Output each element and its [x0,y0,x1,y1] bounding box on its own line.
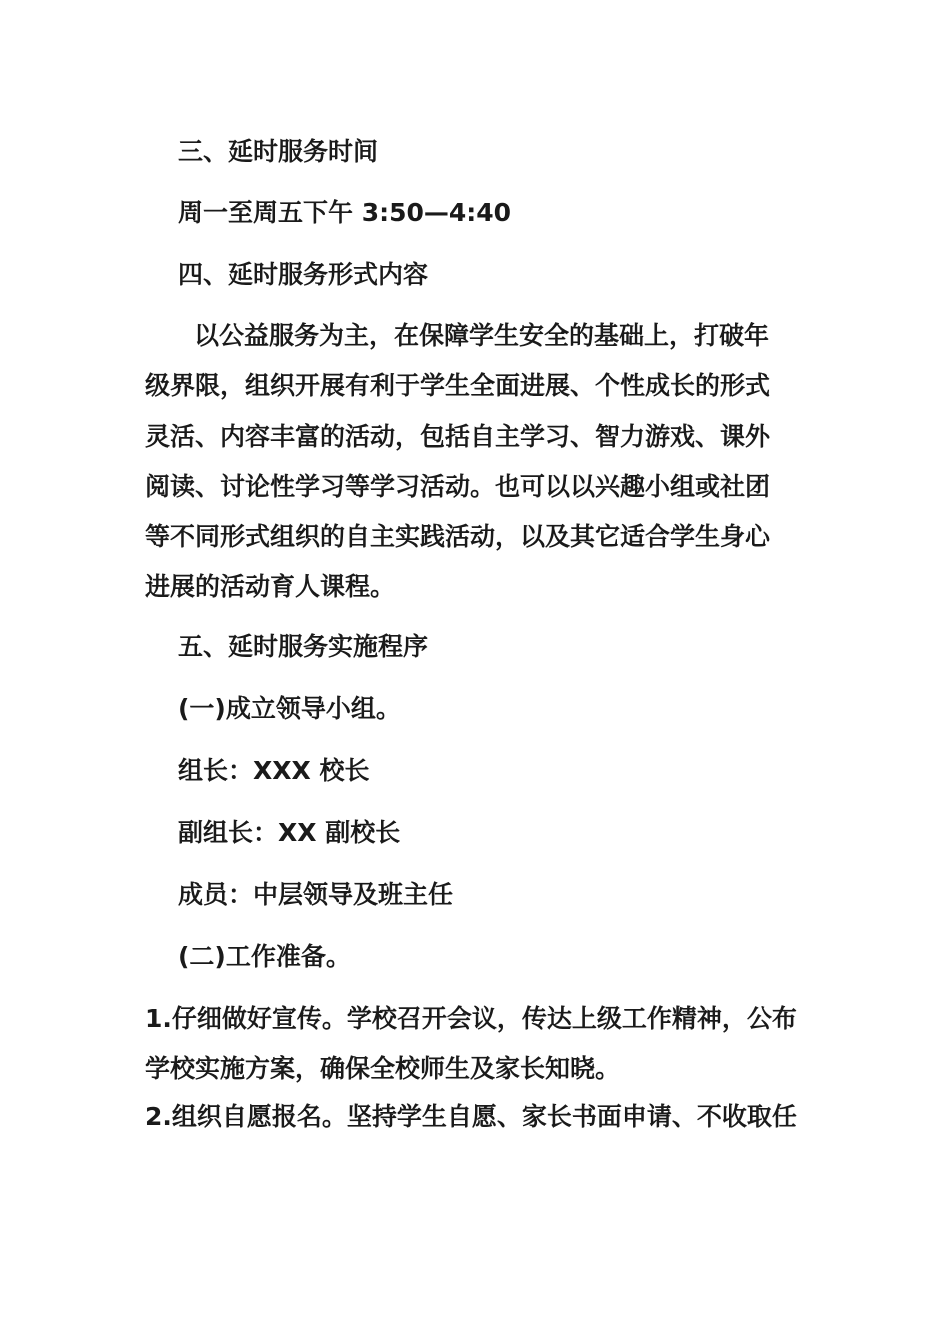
section-heading-4: 四、延时服务形式内容 [178,260,429,289]
paragraph-line: 进展的活动育人课程。 [145,572,396,601]
group-leader: 组长：XXX 校长 [178,756,370,785]
paragraph-line: 以公益服务为主，在保障学生安全的基础上，打破年 [194,321,770,350]
list-item-line: 2.组织自愿报名。坚持学生自愿、家长书面申请、不收取任 [145,1102,797,1131]
paragraph-line: 阅读、讨论性学习等学习活动。也可以以兴趣小组或社团 [145,472,771,501]
subsection-heading-2: (二)工作准备。 [178,942,351,971]
section-heading-5: 五、延时服务实施程序 [178,632,429,661]
list-item-line: 1.仔细做好宣传。学校召开会议，传达上级工作精神，公布 [145,1004,797,1033]
paragraph-line: 灵活、内容丰富的活动，包括自主学习、智力游戏、课外 [145,422,771,451]
list-item-line: 学校实施方案，确保全校师生及家长知晓。 [145,1054,621,1083]
group-members: 成员：中层领导及班主任 [178,880,454,909]
service-time: 周一至周五下午 3:50—4:40 [178,198,512,227]
paragraph-line: 等不同形式组织的自主实践活动，以及其它适合学生身心 [145,522,771,551]
vice-group-leader: 副组长：XX 副校长 [178,818,401,847]
subsection-heading-1: (一)成立领导小组。 [178,694,401,723]
section-heading-3: 三、延时服务时间 [178,137,379,166]
paragraph-line: 级界限，组织开展有利于学生全面进展、个性成长的形式 [145,371,771,400]
